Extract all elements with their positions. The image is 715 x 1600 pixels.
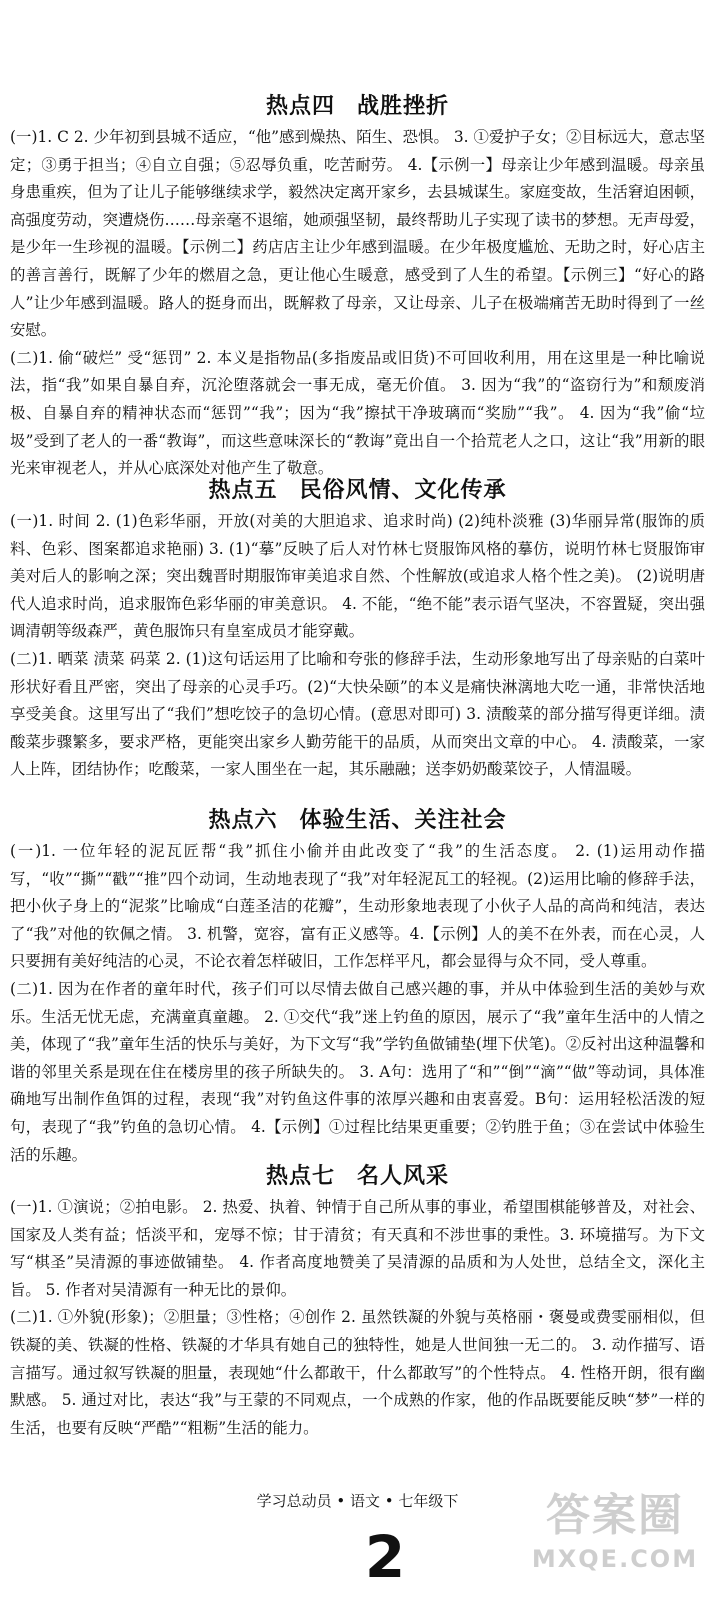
section-title: 体验生活、关注社会 — [299, 808, 507, 833]
section-title: 名人风采 — [357, 1164, 450, 1189]
watermark-logo — [520, 1488, 710, 1598]
page-number: 2 — [364, 1523, 406, 1591]
answer-paragraph: (二)1. 晒菜 渍菜 码菜 2. (1)这句话运用了比喻和夸张的修辞手法，生动形象地写出了母亲贴的白菜叶形状好看且严密，突出了母亲的心灵手巧。(2)“大快朵颐”的本义是痛快淋漓地大吃一通，非常快活地享受美食。这里写出了“我们”想吃饺子的急切心情。(意思对即可) 3. 渍酸菜的部分描写得更详细。渍酸菜步骤繁多，要求严格，更能突出家乡人勤劳能干的品质，从而突出文章的中心。 4. 渍酸菜，一家人上阵，团结协作；吃酸菜，一家人围坐在一起，其乐融融；送李奶奶酸菜饺子，人情温暖。 — [10, 649, 705, 779]
section-hotspot-6 — [10, 804, 705, 1169]
answer-paragraph: (一)1. 时间 2. (1)色彩华丽，开放(对美的大胆追求、追求时尚) (2)纯朴淡雅 (3)华丽异常(服饰的质料、色彩、图案都追求艳丽) 3. (1)“摹”反映了后人对竹林七贤服饰风格的摹仿，说明竹林七贤服饰审美对后人的影响之深；突出魏晋时期服饰审美追求自然、个性解放(或追求人格个性之美)。 (2)说明唐代人追求时尚，追求服饰色彩华丽的审美意识。 4. 不能，“绝不能”表示语气坚决，不容置疑，突出强调清朝等级森严，黄色服饰只有皇室成员才能穿戴。 — [10, 512, 705, 641]
section-title: 民俗风情、文化传承 — [299, 478, 507, 503]
section-heading — [10, 90, 705, 124]
section-number: 热点七 — [265, 1164, 335, 1189]
section-number: 热点五 — [208, 478, 278, 503]
section-heading — [10, 474, 705, 508]
watermark-url: MXQE.COM — [531, 1545, 699, 1573]
answer-paragraph: (一)1. 一位年轻的泥瓦匠帮“我”抓住小偷并由此改变了“我”的生活态度。 2. (1)运用动作描写，“收”“撕”“戳”“推”四个动词，生动地表现了“我”对年轻泥瓦工的轻视。(2)运用比喻的修辞手法，把小伙子身上的“泥浆”比喻成“白莲圣洁的花瓣”，生动形象地表现了小伙子人品的高尚和纯洁，表达了“我”对他的钦佩之情。 3. 机警，宽容，富有正义感等。4.【示例】人的美不在外表，而在心灵，人只要拥有美好纯洁的心灵，不论衣着怎样破旧，工作怎样平凡，都会显得与众不同，受人尊重。 — [10, 842, 706, 971]
section-number: 热点六 — [208, 808, 278, 833]
section-hotspot-5 — [10, 474, 705, 784]
answer-paragraph: (二)1. 因为在作者的童年时代，孩子们可以尽情去做自己感兴趣的事，并从中体验到生活的美妙与欢乐。生活无忧无虑，充满童真童趣。 2. ①交代“我”迷上钓鱼的原因，展示了“我”童年生活中的人情之美，体现了“我”童年生活的快乐与美好，为下文写“我”学钓鱼做铺垫(埋下伏笔)。②反衬出这种温馨和谐的邻里关系是现在住在楼房里的孩子所缺失的。 3. A句：选用了“和”“倒”“滴”“做”等动词，具体准确地写出制作鱼饵的过程，表现“我”对钓鱼这件事的浓厚兴趣和由衷喜爱。B句：运用轻松活泼的短句，表现了“我”钓鱼的急切心情。 4.【示例】①过程比结果更重要；②钓胜于鱼；③在尝试中体验生活的乐趣。 — [10, 979, 705, 1164]
section-hotspot-7 — [10, 1160, 705, 1442]
section-hotspot-4 — [10, 90, 705, 483]
answer-paragraph: (二)1. 偷“破烂” 受“惩罚” 2. 本义是指物品(多指废品或旧货)不可回收利用，用在这里是一种比喻说法，指“我”如果自暴自弃，沉沦堕落就会一事无成，毫无价值。 3. 因为“我”的“盗窃行为”和颓废消极、自暴自弃的精神状态而“惩罚”“我”；因为“我”擦拭干净玻璃而“奖励”“我”。 4. 因为“我”偷“垃圾”受到了老人的一番“教诲”，而这些意味深长的“教诲”竟出自一个拾荒老人之口，这让“我”用新的眼光来审视老人，并从心底深处对他产生了敬意。 — [10, 348, 705, 478]
answer-paragraph: (一)1. C 2. 少年初到县城不适应，“他”感到燥热、陌生、恐惧。 3. ①爱护子女；②目标远大，意志坚定；③勇于担当；④自立自强；⑤忍辱负重，吃苦耐劳。 4.【示例一】母亲让少年感到温暖。母亲虽身患重疾，但为了让儿子能够继续求学，毅然决定离开家乡，去县城谋生。家庭变故，生活窘迫困顿，高强度劳动，突遭烧伤……母亲毫不退缩，她顽强坚韧，最终帮助儿子实现了读书的梦想。无声母爱，是少年一生珍视的温暖。【示例二】药店店主让少年感到温暖。在少年极度尴尬、无助之时，好心店主的善言善行，既解了少年的燃眉之急，更让他心生暖意，感受到了人生的希望。【示例三】“好心的路人”让少年感到温暖。路人的挺身而出，既解救了母亲，又让母亲、儿子在极端痛苦无助时得到了一丝安慰。 — [10, 128, 705, 340]
section-number: 热点四 — [265, 94, 335, 119]
watermark-text: 答案圈 — [546, 1490, 684, 1541]
section-heading — [10, 1160, 705, 1194]
book-footer: 学习总动员 • 语文 • 七年级下 — [256, 1492, 459, 1510]
answer-paragraph: (二)1. ①外貌(形象)；②胆量；③性格；④创作 2. 虽然铁凝的外貌与英格丽・褒曼或费雯丽相似，但铁凝的美、铁凝的性格、铁凝的才华具有她自己的独特性，她是人世间独一无二的。 3. 动作描写、语言描写。通过叙写铁凝的胆量，表现她“什么都敢干，什么都敢写”的个性特点。 4. 性格开朗，很有幽默感。 5. 通过对比，表达“我”与王蒙的不同观点，一个成熟的作家，他的作品既要能反映“梦”一样的生活，也要有反映“严酷”“粗粝”生活的能力。 — [10, 1308, 705, 1437]
section-title: 战胜挫折 — [357, 94, 450, 119]
section-heading — [10, 804, 705, 838]
answer-paragraph: (一)1. ①演说；②拍电影。 2. 热爱、执着、钟情于自己所从事的事业，希望围棋能够普及，对社会、国家及人类有益；恬淡平和，宠辱不惊；甘于清贫；有天真和不涉世事的秉性。3. 环境描写。为下文写“棋圣”吴清源的事迹做铺垫。 4. 作者高度地赞美了吴清源的品质和为人处世，总结全文，深化主旨。 5. 作者对吴清源有一种无比的景仰。 — [10, 1198, 705, 1299]
